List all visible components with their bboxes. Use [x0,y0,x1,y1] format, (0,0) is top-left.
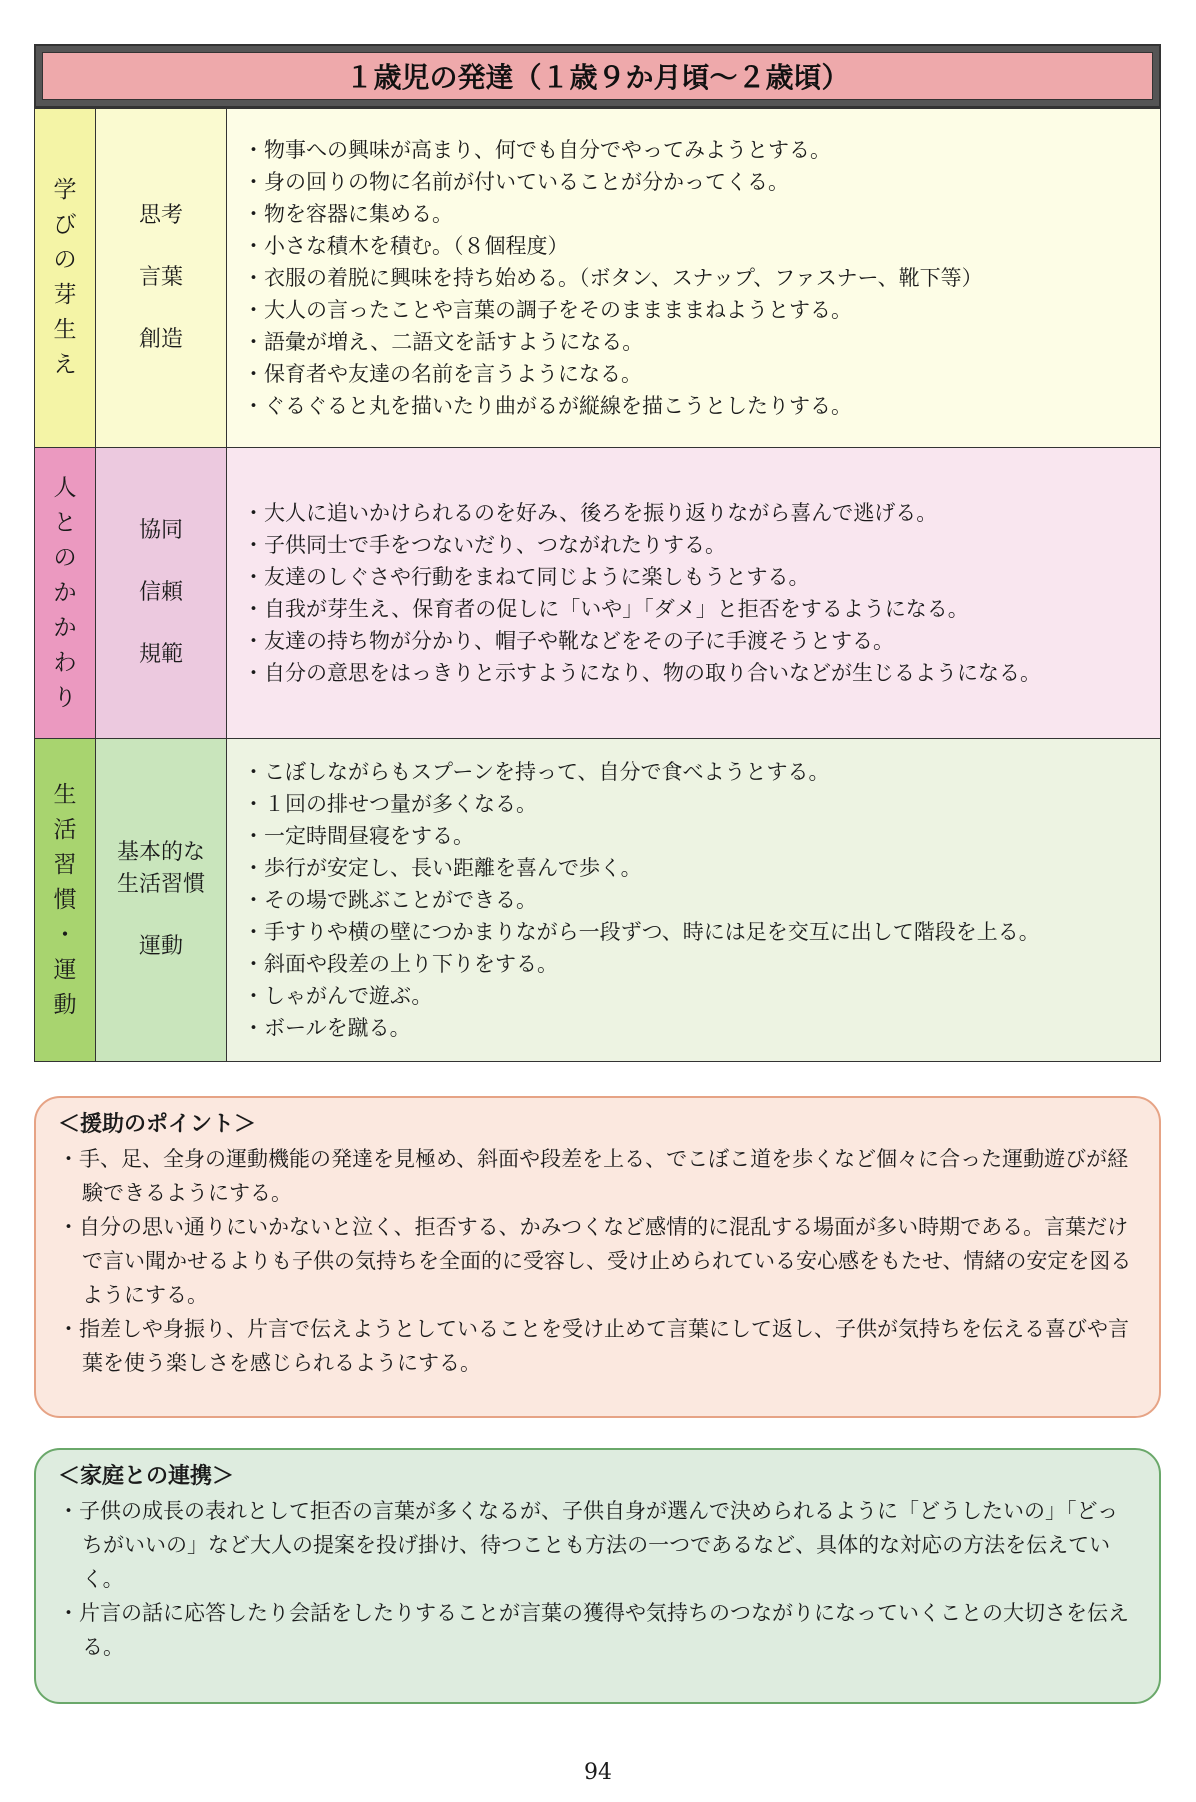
category-char: え [53,352,77,378]
category-char: 運 [53,956,77,983]
row-habits [35,739,1161,1062]
list-item: ・友達の持ち物が分かり、帽子や靴などをその子に手渡そうとする。 [243,629,894,653]
category-char: か [53,614,77,641]
list-item: ・斜面や段差の上り下りをする。 [243,952,558,976]
development-table [34,108,1161,1062]
subcategory-relationships [96,448,227,739]
list-item: ・身の回りの物に名前が付いていることが分かってくる。 [243,170,789,194]
category-char: 学 [53,177,77,203]
category-char: び [53,212,77,238]
list-item: ・大人の言ったことや言葉の調子をそのままままねようとする。 [243,298,852,322]
category-char: 人 [53,474,77,501]
subcategory-label: 運動 [138,934,183,959]
category-learning [35,109,96,448]
list-item: ・物を容器に集める。 [243,202,453,226]
category-char: わ [53,649,77,676]
list-item: ・しゃがんで遊ぶ。 [243,984,433,1008]
list-item: ・１回の排せつ量が多くなる。 [243,792,537,816]
category-char: 生 [53,317,77,343]
category-habits [35,739,96,1062]
list-item: ・ぐるぐると丸を描いたり曲がるが縦線を描こうとしたりする。 [243,394,852,418]
subcategory-label: 基本的な [116,840,205,865]
category-char: 活 [53,816,77,843]
list-item: ・子供の成長の表れとして拒否の言葉が多くなるが、子供自身が選んで決められるように「どうしたいの」「どっちがいいの」など大人の提案を投げ掛け、待つことも方法の一つであるなど、具体的な対応の方法を伝えていく。 [58,1499,1119,1591]
list-item: ・友達のしぐさや行動をまねて同じように楽しもうとする。 [243,565,810,589]
category-char: か [53,579,77,606]
row-learning [35,109,1161,448]
subcategory-label: 創造 [138,327,183,352]
list-item: ・自分の意思をはっきりと示すようになり、物の取り合いなどが生じるようになる。 [243,661,1041,685]
list-item: ・自分の思い通りにいかないと泣く、拒否する、かみつくなど感情的に混乱する場面が多い時期である。言葉だけで言い聞かせるよりも子供の気持ちを全面的に受容し、受け止められている安心感をもたせ、情緒の安定を図るようにする。 [58,1215,1132,1307]
list-item: ・手、足、全身の運動機能の発達を見極め、斜面や段差を上る、でこぼこ道を歩くなど個々に合った運動遊びが経験できるようにする。 [58,1147,1129,1205]
category-char: 生 [53,781,77,808]
subcategory-label: 思考 [138,203,183,228]
home-cooperation-heading: ＜家庭との連携＞ [58,1464,235,1489]
list-item: ・保育者や友達の名前を言うようになる。 [243,362,642,386]
subcategory-label: 生活習慣 [116,872,205,897]
category-char: 芽 [53,282,77,308]
subcategory-label: 信頼 [138,580,183,605]
subcategory-label: 協同 [138,518,183,543]
list-item: ・こぼしながらもスプーンを持って、自分で食べようとする。 [243,760,830,784]
category-char: の [53,247,77,273]
category-char: り [53,684,77,711]
category-char: ・ [53,921,77,948]
items-relationships [227,448,1161,739]
list-item: ・一定時間昼寝をする。 [243,824,474,848]
list-item: ・物事への興味が高まり、何でも自分でやってみようとする。 [243,138,831,162]
list-item: ・片言の話に応答したり会話をしたりすることが言葉の獲得や気持ちのつながりになっていくことの大切さを伝える。 [58,1601,1129,1659]
subcategory-learning [96,109,227,448]
category-char: 慣 [53,886,77,913]
list-item: ・子供同士で手をつないだり、つながれたりする。 [243,533,726,557]
category-relationships [35,448,96,739]
list-item: ・語彙が増え、二語文を話すようになる。 [243,330,644,354]
list-item: ・小さな積木を積む。（８個程度） [243,234,569,258]
row-relationships [35,448,1161,739]
list-item: ・衣服の着脱に興味を持ち始める。（ボタン、スナップ、ファスナー、靴下等） [243,266,983,290]
list-item: ・手すりや横の壁につかまりながら一段ずつ、時には足を交互に出して階段を上る。 [243,920,1040,944]
support-points-heading: ＜援助のポイント＞ [58,1112,257,1137]
items-habits [227,739,1161,1062]
subcategory-label: 規範 [138,642,183,667]
page-number: 94 [584,1760,612,1785]
list-item: ・大人に追いかけられるのを好み、後ろを振り返りながら喜んで逃げる。 [243,501,938,525]
title-banner [34,44,1161,108]
subcategory-label: 言葉 [138,265,183,290]
list-item: ・ボールを蹴る。 [243,1016,411,1040]
items-learning [227,109,1161,448]
category-char: と [53,509,77,536]
home-cooperation-box [34,1448,1161,1704]
subcategory-habits [96,739,227,1062]
category-char: の [53,544,77,571]
list-item: ・自我が芽生え、保育者の促しに「いや」「ダメ」と拒否をするようになる。 [243,597,969,621]
page-title: １歳児の発達（１歳９か月頃～２歳頃） [42,52,1153,100]
list-item: ・指差しや身振り、片言で伝えようとしていることを受け止めて言葉にして返し、子供が気持ちを伝える喜びや言葉を使う楽しさを感じられるようにする。 [58,1317,1129,1375]
support-points-box [34,1096,1161,1418]
list-item: ・その場で跳ぶことができる。 [243,888,537,912]
category-char: 動 [53,991,77,1018]
list-item: ・歩行が安定し、長い距離を喜んで歩く。 [243,856,642,880]
category-char: 習 [53,851,77,878]
